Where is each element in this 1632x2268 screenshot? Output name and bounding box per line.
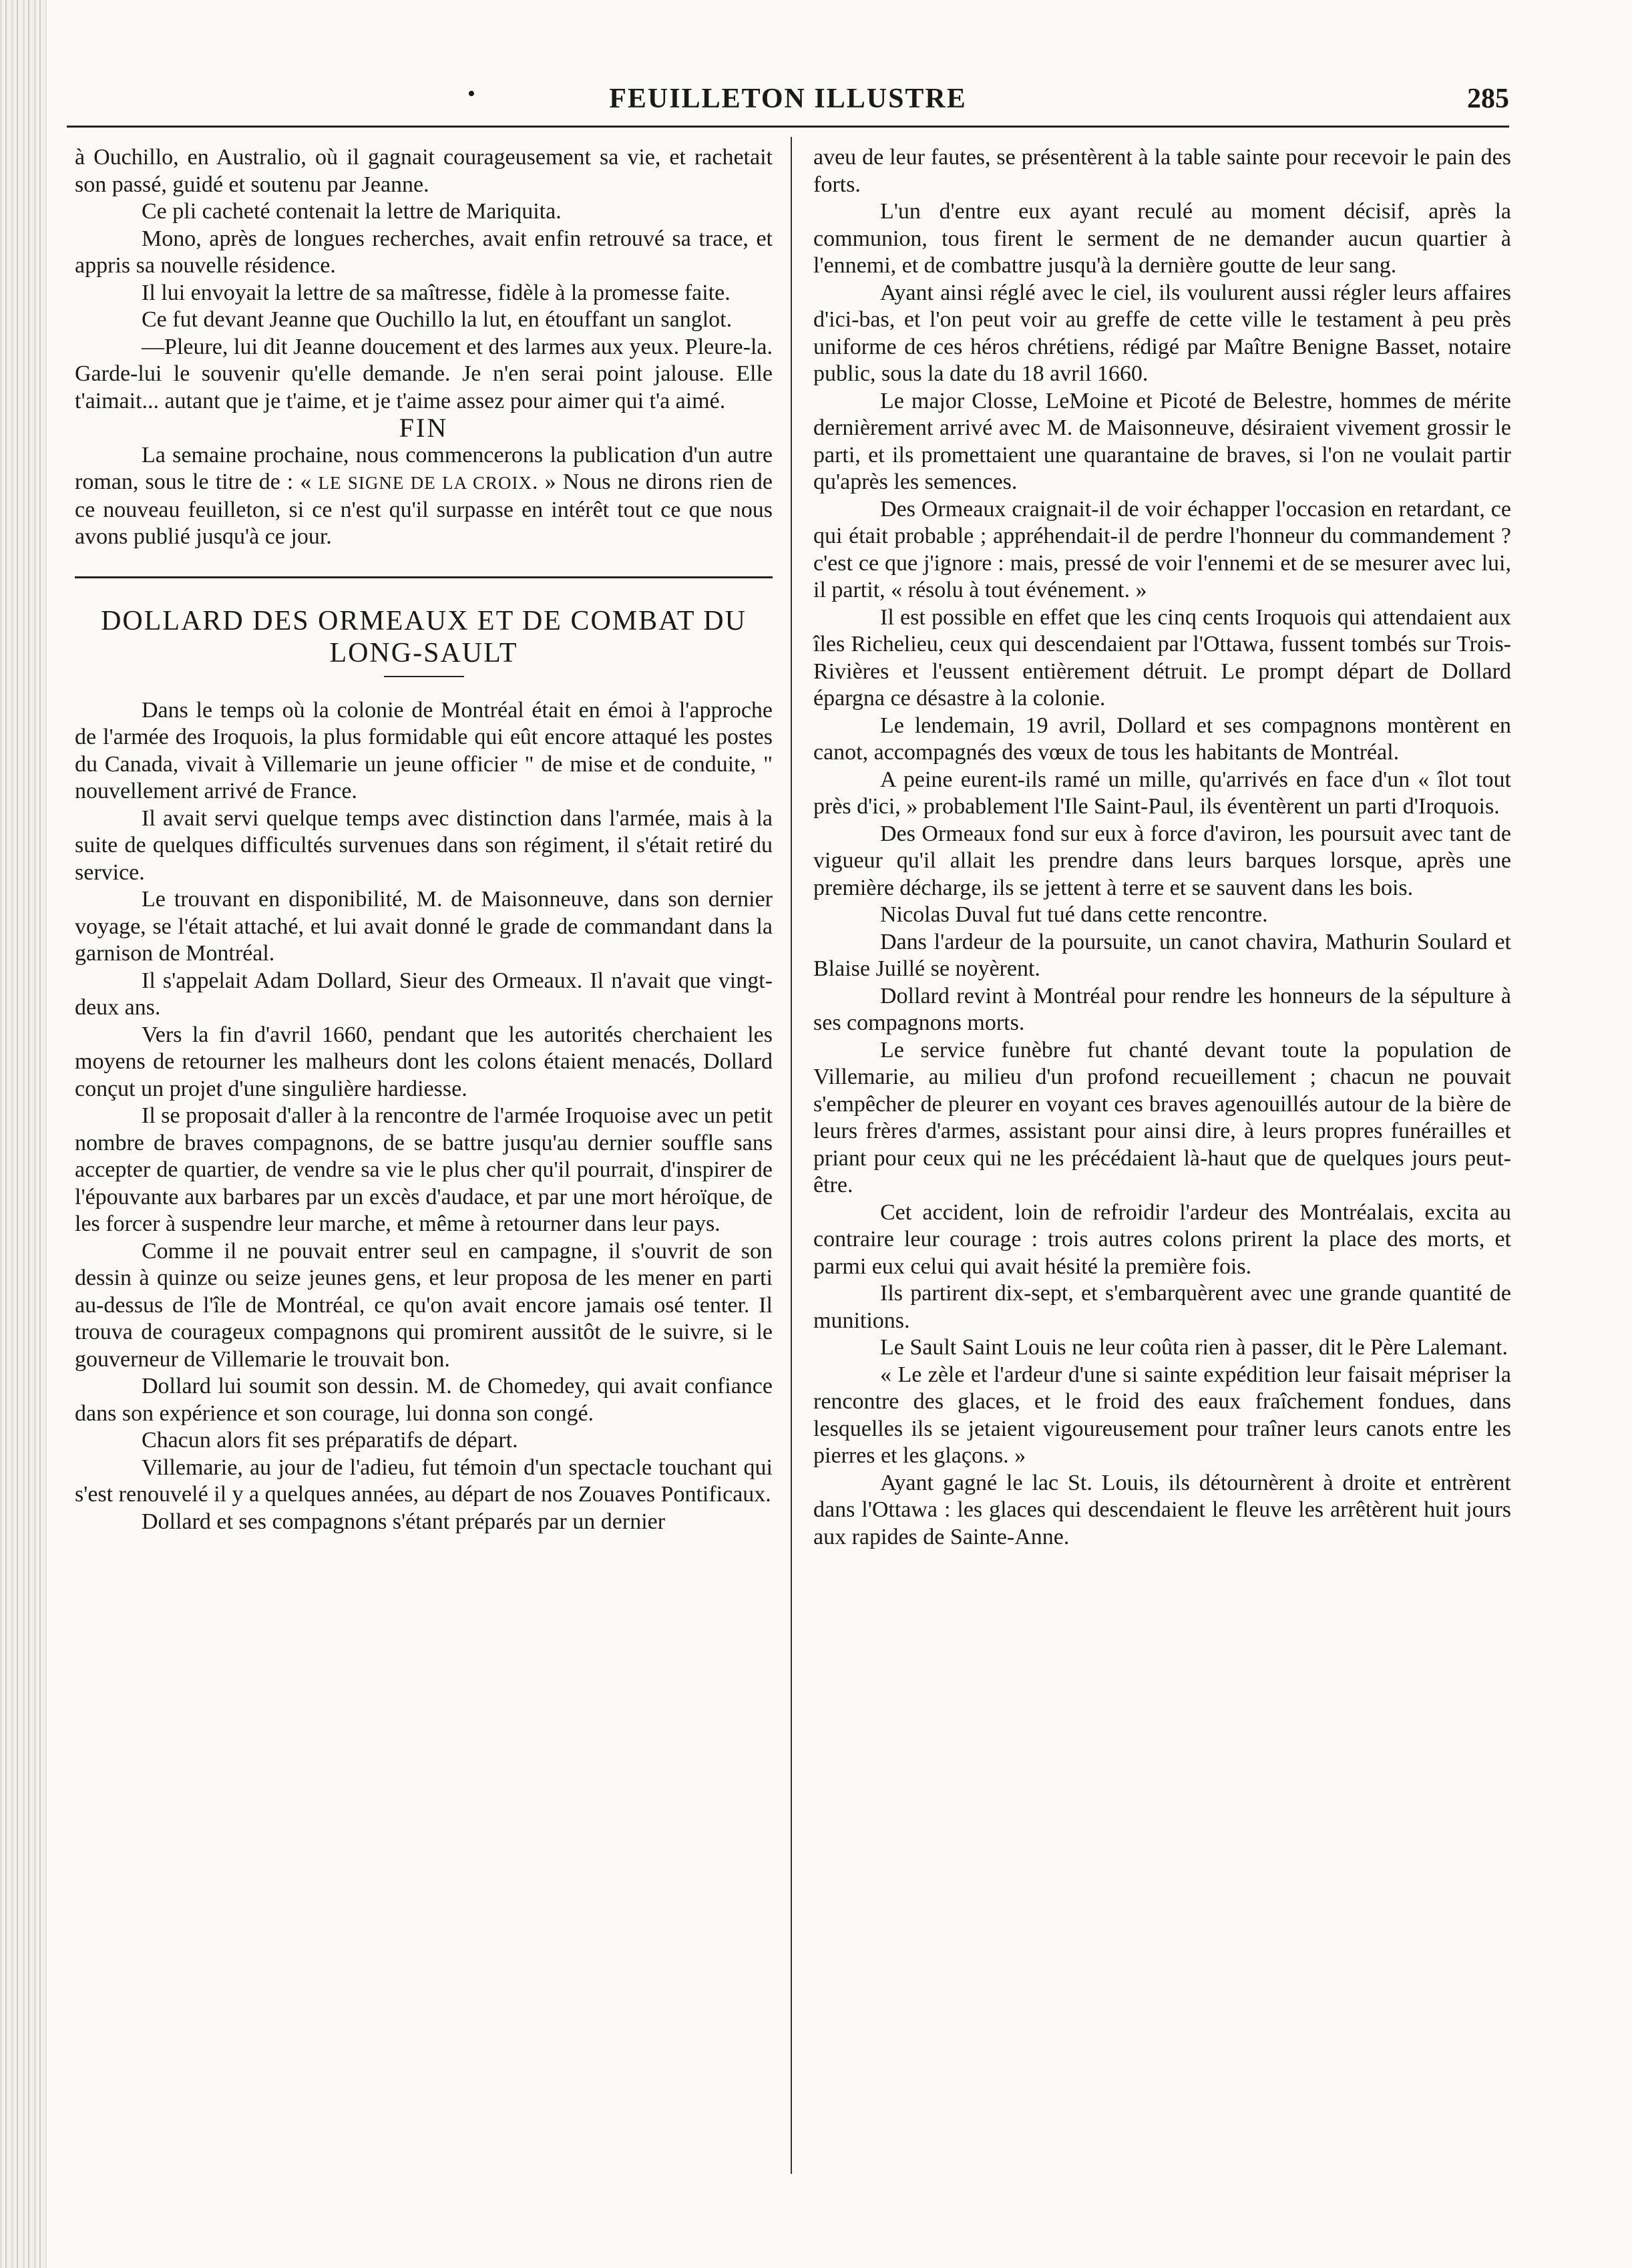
paragraph: Il s'appelait Adam Dollard, Sieur des Ormeaux. Il n'avait que vingt-deux ans. [75, 968, 773, 1020]
paragraph: Ce pli cacheté contenait la lettre de Mariquita. [142, 199, 562, 224]
paragraph: Dans le temps où la colonie de Montréal était en émoi à l'approche de l'armée des Iroquois, la plus formidable qui eût encore attaqué les postes du Canada, vivait à Villemarie un jeune officier " de mise et de conduite, " nouvellement arrivé de France. [75, 697, 773, 803]
paragraph: Des Ormeaux craignait-il de voir échapper l'occasion en retardant, ce qui était probable ; appréhendait-il de perdre l'honneur du commandement ? c'est ce que j'ignore : mais, pressé de voir l'ennemi et de se mesurer avec lui, il partit, « résolu à tout événement. » [813, 496, 1511, 602]
paragraph: Villemarie, au jour de l'adieu, fut témoin d'un spectacle touchant qui s'est renouvelé il y a quelques années, au départ de nos Zouaves Pontificaux. [75, 1455, 773, 1507]
paragraph: Ayant ainsi réglé avec le ciel, ils voulurent aussi régler leurs affaires d'ici-bas, et l'on peut voir au greffe de cette ville le testament à peu près uniforme de ces héros chrétiens, rédigé par Maître Benigne Basset, notaire public, sous la date du 18 avril 1660. [813, 280, 1511, 386]
paragraph: Ce fut devant Jeanne que Ouchillo la lut, en étouffant un sanglot. [142, 307, 733, 332]
page-header [67, 79, 1509, 126]
paragraph: Mono, après de longues recherches, avait enfin retrouvé sa trace, et appris sa nouvelle résidence. [75, 226, 773, 278]
article-title: DOLLARD DES ORMEAUX ET DE COMBAT DU LONG-SAULT [101, 605, 747, 669]
paragraph: Il est possible en effet que les cinq cents Iroquois qui attendaient aux îles Richelieu, ceux qui descendaient par l'Ottawa, fussent tombés sur Trois-Rivières et l'eussent entièrement détruit. Le prompt départ de Dollard épargna ce désastre à la colonie. [813, 604, 1511, 711]
paragraph: L'un d'entre eux ayant reculé au moment décisif, après la communion, tous firent le serment de ne demander aucun quartier à l'ennemi, et de combattre jusqu'à la dernière goutte de leur sang. [813, 199, 1511, 278]
paragraph: Dollard et ses compagnons s'étant préparés par un dernier [142, 1509, 666, 1534]
paragraph: Nicolas Duval fut tué dans cette rencontre. [880, 902, 1268, 927]
section-rule [75, 576, 773, 578]
paragraph: Ils partirent dix-sept, et s'embarquèrent avec une grande quantité de munitions. [813, 1281, 1511, 1333]
paragraph: Vers la fin d'avril 1660, pendant que les autorités cherchaient les moyens de retourner les malheurs dont les colons étaient menacés, Dollard conçut un projet d'une singulière hardiesse. [75, 1022, 773, 1101]
fin-marker: FIN [399, 413, 449, 443]
paragraph: Il avait servi quelque temps avec distinction dans l'armée, mais à la suite de quelques difficultés survenues dans son régiment, il s'était retiré du service. [75, 805, 773, 885]
header-rule [67, 126, 1509, 128]
paragraph: Il lui envoyait la lettre de sa maîtresse, fidèle à la promesse faite. [142, 280, 731, 305]
page-number: 285 [1467, 83, 1509, 114]
paragraph: Dollard revint à Montréal pour rendre les honneurs de la sépulture à ses compagnons morts. [813, 983, 1511, 1035]
paragraph: Des Ormeaux fond sur eux à force d'aviron, les poursuit avec tant de vigueur qu'il allait les prendre dans leurs barques lorsque, après une première décharge, ils se jettent à terre et se sauvent dans les bois. [813, 821, 1511, 900]
paragraph: Ayant gagné le lac St. Louis, ils détournèrent à droite et entrèrent dans l'Ottawa : les glaces qui descendaient le fleuve les arrêtèrent huit jours aux rapides de Sainte-Anne. [813, 1470, 1511, 1549]
paragraph: Le Sault Saint Louis ne leur coûta rien à passer, dit le Père Lalemant. [880, 1335, 1508, 1360]
paragraph: à Ouchillo, en Australio, où il gagnait courageusement sa vie, et rachetait son passé, guidé et soutenu par Jeanne. [75, 145, 773, 197]
header-dot: • [467, 81, 475, 106]
binding-edge [0, 0, 47, 2268]
announced-novel-title: LE SIGNE DE LA CROIX [318, 473, 532, 493]
paragraph: Il se proposait d'aller à la rencontre de l'armée Iroquoise avec un petit nombre de braves compagnons, de se battre jusqu'au dernier souffle sans accepter de quartier, de vendre sa vie le plus cher qu'il pourrait, d'inspirer de l'épouvante aux barbares par un excès d'audace, et par une mort héroïque, de les forcer à suspendre leur marche, et même à retourner dans leur pays. [75, 1103, 773, 1236]
paragraph: Le service funèbre fut chanté devant toute la population de Villemarie, au milieu d'un profond recueillement ; chacun ne pouvait s'empêcher de pleurer en voyant ces braves agenouillés autour de la bière de leurs frères d'armes, assistant pour ainsi dire, à leurs propres funérailles et priant pour ceux qui ne les précédaient là-haut que de quelques jours peut-être. [813, 1037, 1511, 1197]
right-column [813, 144, 1511, 1551]
paragraph: aveu de leur fautes, se présentèrent à la table sainte pour recevoir le pain des forts. [813, 145, 1511, 197]
announcement-intro: La semaine prochaine, nous commencerons la publication d'un autre roman, sous le titre de : « [75, 442, 773, 494]
paragraph: Le trouvant en disponibilité, M. de Maisonneuve, dans son dernier voyage, se l'était attaché, et lui avait donné le grade de commandant dans la garnison de Montréal. [75, 887, 773, 966]
paragraph: « Le zèle et l'ardeur d'une si sainte expédition leur faisait mépriser la rencontre des glaces, et le froid des eaux fraîchement fondues, dans lesquelles ils se jetaient vigoureusement pour traîner leurs canots entre les pierres et les glaçons. » [813, 1362, 1511, 1468]
announcement-rest: . » Nous ne dirons rien de ce nouveau feuilleton, si ce n'est qu'il surpasse en intérêt tout ce que nous avons publié jusqu'à ce jour. [75, 469, 773, 549]
announcement [75, 442, 773, 551]
running-title: FEUILLETON ILLUSTRE [609, 83, 967, 114]
paragraph: Comme il ne pouvait entrer seul en campagne, il s'ouvrit de son dessin à quinze ou seize jeunes gens, et leur proposa de les mener en parti au-dessus de l'île de Montréal, ce qu'on avait encore jamais osé tenter. Il trouva de courageux compagnons qui promirent aussitôt de le suivre, si le gouverneur de Villemarie le trouvait bon. [75, 1238, 773, 1372]
paragraph: Le major Closse, LeMoine et Picoté de Belestre, hommes de mérite dernièrement arrivé avec M. de Maisonneuve, désiraient vivement grossir le parti, et ils promettaient une quarantaine de braves, si l'on ne voulait partir qu'après les semences. [813, 388, 1511, 494]
paragraph: Dollard lui soumit son dessin. M. de Chomedey, qui avait confiance dans son expérience et son courage, lui donna son congé. [75, 1374, 773, 1426]
paragraph: A peine eurent-ils ramé un mille, qu'arrivés en face d'un « îlot tout près d'ici, » probablement l'Ile Saint-Paul, ils éventèrent un parti d'Iroquois. [813, 767, 1511, 819]
paragraph: —Pleure, lui dit Jeanne doucement et des larmes aux yeux. Pleure-la. Garde-lui le souvenir qu'elle demande. Je n'en serai point jalouse. Elle t'aimait... autant que je t'aime, et je t'aime assez pour aimer qui t'a aimé. [75, 334, 773, 413]
paragraph: Dans l'ardeur de la poursuite, un canot chavira, Mathurin Soulard et Blaise Juillé se noyèrent. [813, 929, 1511, 981]
paragraph: Le lendemain, 19 avril, Dollard et ses compagnons montèrent en canot, accompagnés des vœux de tous les habitants de Montréal. [813, 713, 1511, 765]
column-divider [791, 137, 792, 2174]
paragraph: Chacun alors fit ses préparatifs de départ. [142, 1428, 518, 1453]
title-rule [384, 676, 464, 677]
paragraph: Cet accident, loin de refroidir l'ardeur des Montréalais, excita au contraire leur courage : trois autres colons prirent la place des morts, et parmi eux celui qui avait hésité la première fois. [813, 1199, 1511, 1279]
left-column [75, 144, 773, 1535]
